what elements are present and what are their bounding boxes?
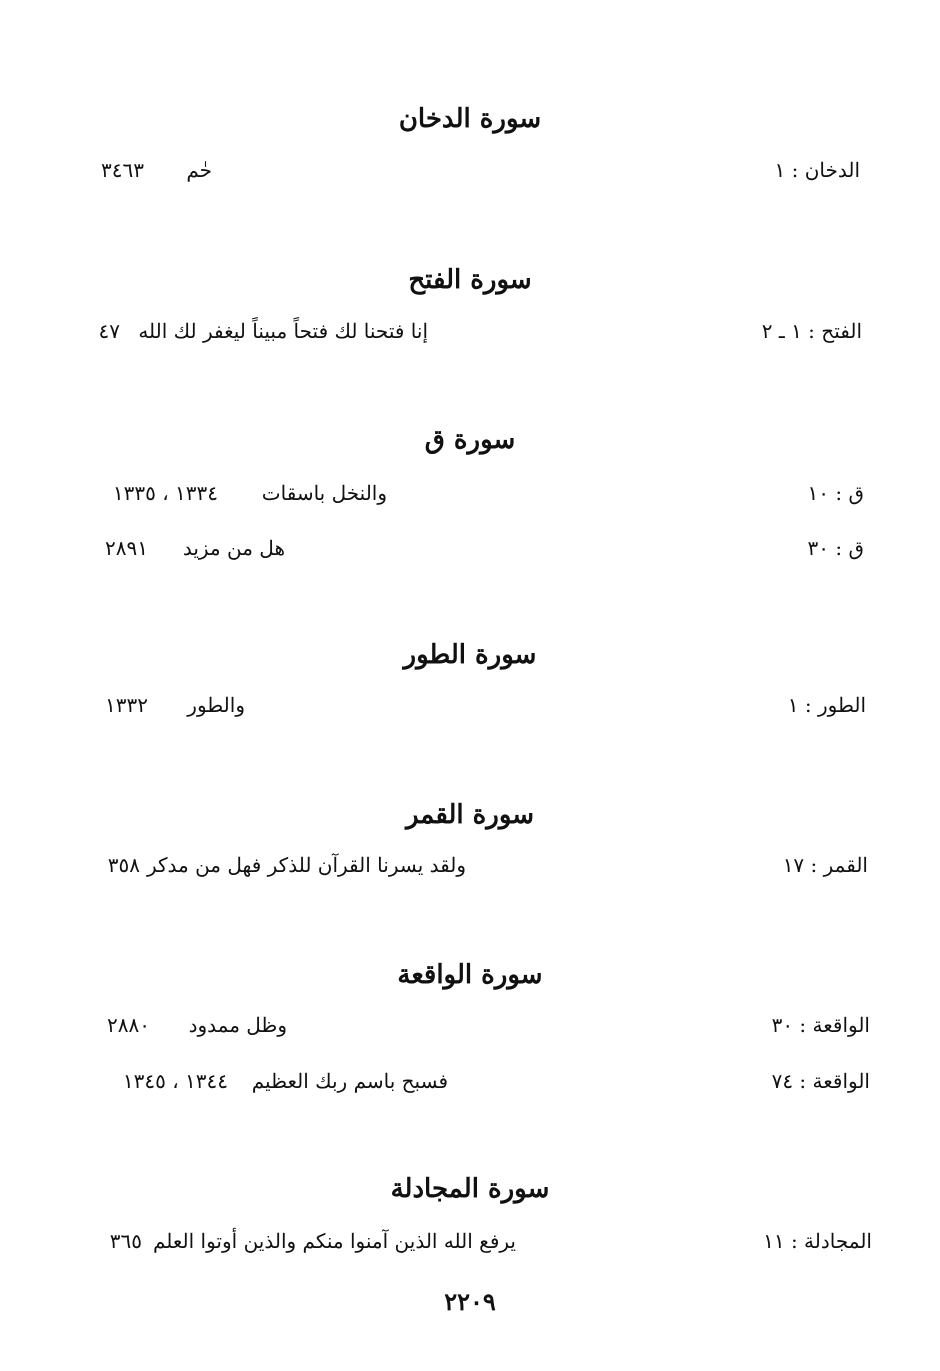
verse-text: وظل ممدود (188, 1013, 287, 1037)
verse-text: ولقد يسرنا القرآن للذكر فهل من مدكر (146, 853, 466, 877)
verse-text: هل من مزيد (182, 536, 285, 560)
surah-title-dukhan: سورة الدخان (398, 104, 542, 134)
index-entry (0, 690, 940, 720)
surah-title-qamar: سورة القمر (405, 800, 535, 830)
index-entry (0, 533, 940, 563)
surah-title-qaf: سورة ق (424, 425, 516, 455)
surah-title-tur: سورة الطور (403, 640, 537, 670)
surah-title-mujadila: سورة المجادلة (390, 1174, 550, 1204)
page-references: ١٣٣٤ ، ١٣٣٥ (112, 481, 218, 505)
index-entry (0, 316, 940, 346)
page-references: ٢٨٨٠ (107, 1013, 150, 1037)
index-entry (0, 1226, 940, 1256)
verse-reference: الواقعة : ٣٠ (771, 1013, 870, 1037)
verse-reference: الطور : ١ (787, 693, 866, 717)
verse-text: حٰم (186, 158, 212, 182)
page-references: ٤٧ (98, 319, 120, 343)
verse-text: والنخل باسقات (261, 481, 387, 505)
verse-text: إنا فتحنا لك فتحاً مبيناً ليغفر لك الله (138, 319, 428, 343)
page-references: ١٣٤٤ ، ١٣٤٥ (122, 1069, 228, 1093)
verse-reference: ق : ٣٠ (807, 536, 864, 560)
verse-text: والطور (187, 693, 245, 717)
index-entry (0, 1066, 940, 1096)
surah-title-fath: سورة الفتح (408, 265, 532, 295)
page-number: ٢٢٠٩ (444, 1287, 496, 1316)
index-entry (0, 478, 940, 508)
index-entry (0, 155, 940, 185)
page-references: ٣٤٦٣ (101, 158, 144, 182)
verse-reference: القمر : ١٧ (782, 853, 868, 877)
verse-text: يرفع الله الذين آمنوا منكم والذين أوتوا العلم (152, 1229, 516, 1253)
verse-reference: ق : ١٠ (807, 481, 864, 505)
index-entry (0, 850, 940, 880)
index-entry (0, 1010, 940, 1040)
page-references: ٣٦٥ (109, 1229, 142, 1253)
surah-title-waqiah: سورة الواقعة (397, 960, 543, 990)
verse-reference: الدخان : ١ (774, 158, 860, 182)
verse-reference: المجادلة : ١١ (763, 1229, 872, 1253)
page-references: ١٣٣٢ (105, 693, 148, 717)
verse-reference: الواقعة : ٧٤ (771, 1069, 870, 1093)
page-references: ٢٨٩١ (105, 536, 148, 560)
verse-text: فسبح باسم ربك العظيم (251, 1069, 448, 1093)
page-references: ٣٥٨ (107, 853, 140, 877)
verse-reference: الفتح : ١ ـ ٢ (761, 319, 862, 343)
